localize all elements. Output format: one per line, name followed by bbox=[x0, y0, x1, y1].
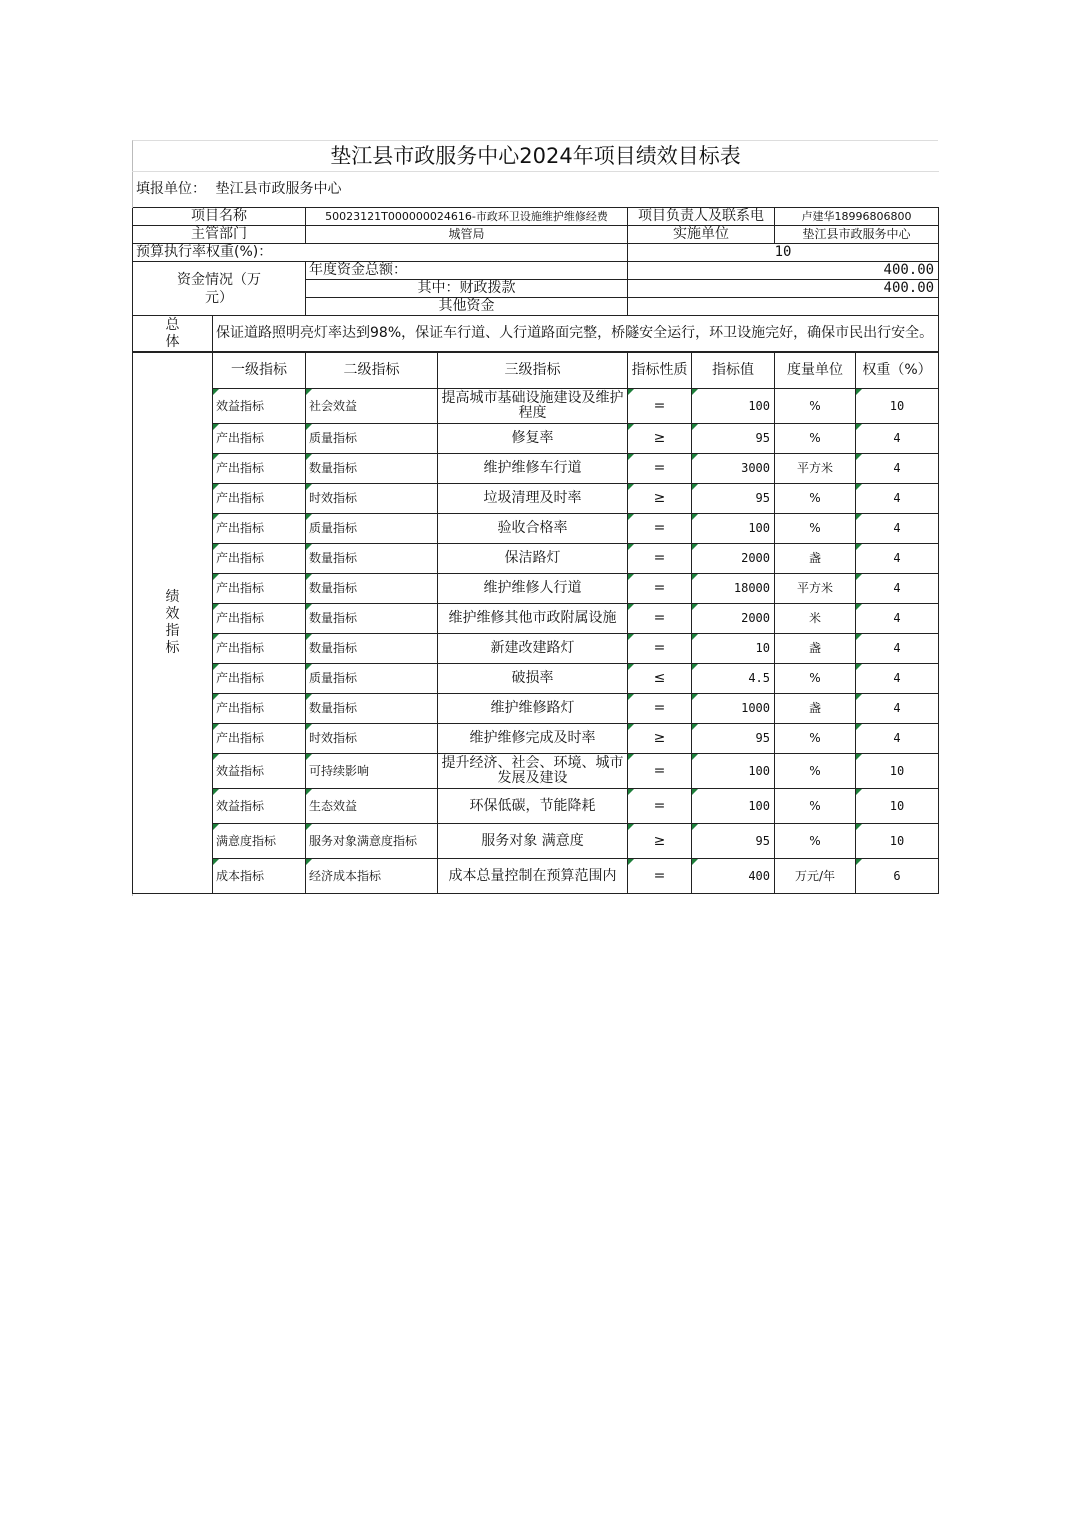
col-unit-header: 度量单位 bbox=[775, 353, 856, 389]
nature-cell: = bbox=[628, 514, 692, 544]
unit-cell: % bbox=[775, 484, 856, 514]
level1-cell: 产出指标 bbox=[213, 484, 306, 514]
level2-cell: 时效指标 bbox=[306, 484, 438, 514]
level3-cell: 维护维修其他市政附属设施 bbox=[438, 604, 628, 634]
level3-cell: 成本总量控制在预算范围内 bbox=[438, 859, 628, 894]
weight-cell: 4 bbox=[856, 634, 939, 664]
level3-cell: 服务对象 满意度 bbox=[438, 824, 628, 859]
fiscal-label: 其中：财政拨款 bbox=[306, 280, 628, 298]
weight-cell: 4 bbox=[856, 544, 939, 574]
weight-cell: 6 bbox=[856, 859, 939, 894]
table-row bbox=[133, 484, 939, 514]
budget-weight-value: 10 bbox=[628, 244, 939, 262]
unit-cell: 平方米 bbox=[775, 454, 856, 484]
weight-cell: 4 bbox=[856, 424, 939, 454]
funds-label-text: 资金情况（万元） bbox=[177, 271, 261, 306]
unit-label: 填报单位： bbox=[133, 172, 213, 208]
project-name-label: 项目名称 bbox=[133, 208, 306, 226]
weight-cell: 4 bbox=[856, 724, 939, 754]
contact-value: 卢建华18996806800 bbox=[775, 208, 939, 226]
level2-cell: 经济成本指标 bbox=[306, 859, 438, 894]
table-row bbox=[133, 859, 939, 894]
level1-cell: 产出指标 bbox=[213, 664, 306, 694]
value-cell: 100 bbox=[692, 754, 775, 789]
value-cell: 400 bbox=[692, 859, 775, 894]
table-row bbox=[133, 389, 939, 424]
unit-cell: 盏 bbox=[775, 634, 856, 664]
level2-cell: 生态效益 bbox=[306, 789, 438, 824]
table-row bbox=[133, 824, 939, 859]
unit-cell: 米 bbox=[775, 604, 856, 634]
level2-cell: 质量指标 bbox=[306, 514, 438, 544]
impl-label: 实施单位 bbox=[628, 226, 775, 244]
value-cell: 100 bbox=[692, 789, 775, 824]
nature-cell: = bbox=[628, 859, 692, 894]
indicator-table bbox=[132, 352, 939, 896]
level3-cell: 提高城市基础设施建设及维护程度 bbox=[438, 389, 628, 424]
unit-cell: % bbox=[775, 824, 856, 859]
header-table bbox=[132, 171, 939, 352]
nature-cell: = bbox=[628, 694, 692, 724]
value-cell: 10 bbox=[692, 634, 775, 664]
value-cell: 4.5 bbox=[692, 664, 775, 694]
level2-cell: 数量指标 bbox=[306, 574, 438, 604]
nature-cell: = bbox=[628, 544, 692, 574]
other-value bbox=[628, 298, 939, 316]
table-row bbox=[133, 634, 939, 664]
page-title: 垫江县市政服务中心2024年项目绩效目标表 bbox=[132, 140, 938, 171]
level2-cell: 数量指标 bbox=[306, 454, 438, 484]
table-row bbox=[133, 574, 939, 604]
indicator-side-label bbox=[133, 353, 213, 894]
unit-cell: % bbox=[775, 514, 856, 544]
dept-value: 城管局 bbox=[306, 226, 628, 244]
level1-cell: 满意度指标 bbox=[213, 824, 306, 859]
level1-cell: 产出指标 bbox=[213, 424, 306, 454]
level1-cell: 产出指标 bbox=[213, 634, 306, 664]
level3-cell: 环保低碳，节能降耗 bbox=[438, 789, 628, 824]
project-name-value: 50023121T000000024616-市政环卫设施维护维修经费 bbox=[306, 208, 628, 226]
unit-cell: % bbox=[775, 664, 856, 694]
level2-cell: 可持续影响 bbox=[306, 754, 438, 789]
table-row bbox=[133, 424, 939, 454]
unit-cell: 盏 bbox=[775, 694, 856, 724]
weight-cell: 10 bbox=[856, 824, 939, 859]
weight-cell: 4 bbox=[856, 664, 939, 694]
budget-weight-label: 预算执行率权重(%)： bbox=[133, 244, 628, 262]
unit-cell: % bbox=[775, 724, 856, 754]
value-cell: 2000 bbox=[692, 544, 775, 574]
nature-cell: = bbox=[628, 389, 692, 424]
level2-cell: 数量指标 bbox=[306, 634, 438, 664]
level1-cell: 成本指标 bbox=[213, 859, 306, 894]
nature-cell: ≥ bbox=[628, 484, 692, 514]
level2-cell: 质量指标 bbox=[306, 424, 438, 454]
nature-cell: = bbox=[628, 634, 692, 664]
table-row bbox=[133, 544, 939, 574]
level1-cell: 产出指标 bbox=[213, 454, 306, 484]
level1-cell: 产出指标 bbox=[213, 514, 306, 544]
level3-cell: 维护维修车行道 bbox=[438, 454, 628, 484]
unit-cell: % bbox=[775, 389, 856, 424]
nature-cell: ≥ bbox=[628, 824, 692, 859]
overall-label-text: 总体 bbox=[165, 316, 180, 350]
nature-cell: ≤ bbox=[628, 664, 692, 694]
value-cell: 100 bbox=[692, 514, 775, 544]
performance-target-sheet bbox=[132, 140, 938, 896]
level3-cell: 破损率 bbox=[438, 664, 628, 694]
level1-cell: 效益指标 bbox=[213, 789, 306, 824]
table-bottom-spacer bbox=[133, 894, 939, 896]
level2-cell: 服务对象满意度指标 bbox=[306, 824, 438, 859]
nature-cell: ≥ bbox=[628, 424, 692, 454]
other-label: 其他资金 bbox=[306, 298, 628, 316]
weight-cell: 4 bbox=[856, 514, 939, 544]
weight-cell: 10 bbox=[856, 389, 939, 424]
col-weight-header: 权重（%） bbox=[856, 353, 939, 389]
level3-cell: 修复率 bbox=[438, 424, 628, 454]
overall-label bbox=[133, 316, 213, 352]
weight-cell: 10 bbox=[856, 789, 939, 824]
value-cell: 95 bbox=[692, 724, 775, 754]
table-row bbox=[133, 789, 939, 824]
unit-value: 垫江县市政服务中心 bbox=[213, 172, 939, 208]
unit-cell: 平方米 bbox=[775, 574, 856, 604]
level3-cell: 垃圾清理及时率 bbox=[438, 484, 628, 514]
table-row bbox=[133, 664, 939, 694]
table-row bbox=[133, 754, 939, 789]
col-level1-header: 一级指标 bbox=[213, 353, 306, 389]
unit-cell: 万元/年 bbox=[775, 859, 856, 894]
unit-cell: % bbox=[775, 789, 856, 824]
level1-cell: 产出指标 bbox=[213, 574, 306, 604]
level3-cell: 新建改建路灯 bbox=[438, 634, 628, 664]
nature-cell: = bbox=[628, 754, 692, 789]
table-row bbox=[133, 454, 939, 484]
unit-cell: % bbox=[775, 754, 856, 789]
level2-cell: 时效指标 bbox=[306, 724, 438, 754]
col-level2-header: 二级指标 bbox=[306, 353, 438, 389]
weight-cell: 4 bbox=[856, 574, 939, 604]
overall-text: 保证道路照明亮灯率达到98%，保证车行道、人行道路面完整，桥隧安全运行，环卫设施完好，确保市民出行安全。 bbox=[213, 316, 939, 352]
col-level3-header: 三级指标 bbox=[438, 353, 628, 389]
value-cell: 95 bbox=[692, 484, 775, 514]
table-row bbox=[133, 724, 939, 754]
level3-cell: 维护维修完成及时率 bbox=[438, 724, 628, 754]
nature-cell: = bbox=[628, 454, 692, 484]
level3-cell: 维护维修人行道 bbox=[438, 574, 628, 604]
level2-cell: 数量指标 bbox=[306, 544, 438, 574]
impl-value: 垫江县市政服务中心 bbox=[775, 226, 939, 244]
annual-total-value: 400.00 bbox=[628, 262, 939, 280]
level1-cell: 效益指标 bbox=[213, 389, 306, 424]
level2-cell: 数量指标 bbox=[306, 694, 438, 724]
value-cell: 1000 bbox=[692, 694, 775, 724]
weight-cell: 4 bbox=[856, 454, 939, 484]
value-cell: 3000 bbox=[692, 454, 775, 484]
unit-cell: 盏 bbox=[775, 544, 856, 574]
level2-cell: 质量指标 bbox=[306, 664, 438, 694]
weight-cell: 4 bbox=[856, 484, 939, 514]
level1-cell: 产出指标 bbox=[213, 694, 306, 724]
level3-cell: 维护维修路灯 bbox=[438, 694, 628, 724]
value-cell: 100 bbox=[692, 389, 775, 424]
contact-label: 项目负责人及联系电 bbox=[628, 208, 775, 226]
level1-cell: 产出指标 bbox=[213, 544, 306, 574]
value-cell: 95 bbox=[692, 824, 775, 859]
col-nature-header: 指标性质 bbox=[628, 353, 692, 389]
nature-cell: = bbox=[628, 789, 692, 824]
value-cell: 18000 bbox=[692, 574, 775, 604]
level3-cell: 验收合格率 bbox=[438, 514, 628, 544]
level2-cell: 数量指标 bbox=[306, 604, 438, 634]
level3-cell: 保洁路灯 bbox=[438, 544, 628, 574]
fiscal-value: 400.00 bbox=[628, 280, 939, 298]
table-row bbox=[133, 514, 939, 544]
level1-cell: 产出指标 bbox=[213, 724, 306, 754]
col-value-header: 指标值 bbox=[692, 353, 775, 389]
spacer-cell bbox=[133, 894, 939, 896]
weight-cell: 10 bbox=[856, 754, 939, 789]
nature-cell: = bbox=[628, 604, 692, 634]
value-cell: 95 bbox=[692, 424, 775, 454]
table-row bbox=[133, 694, 939, 724]
level2-cell: 社会效益 bbox=[306, 389, 438, 424]
table-row bbox=[133, 604, 939, 634]
level3-cell: 提升经济、社会、环境、城市发展及建设 bbox=[438, 754, 628, 789]
level1-cell: 效益指标 bbox=[213, 754, 306, 789]
unit-cell: % bbox=[775, 424, 856, 454]
annual-total-label: 年度资金总额： bbox=[306, 262, 628, 280]
nature-cell: = bbox=[628, 574, 692, 604]
weight-cell: 4 bbox=[856, 604, 939, 634]
nature-cell: ≥ bbox=[628, 724, 692, 754]
funds-label bbox=[133, 262, 306, 316]
weight-cell: 4 bbox=[856, 694, 939, 724]
value-cell: 2000 bbox=[692, 604, 775, 634]
level1-cell: 产出指标 bbox=[213, 604, 306, 634]
indicator-side-label-text: 绩效指标 bbox=[165, 589, 180, 656]
dept-label: 主管部门 bbox=[133, 226, 306, 244]
